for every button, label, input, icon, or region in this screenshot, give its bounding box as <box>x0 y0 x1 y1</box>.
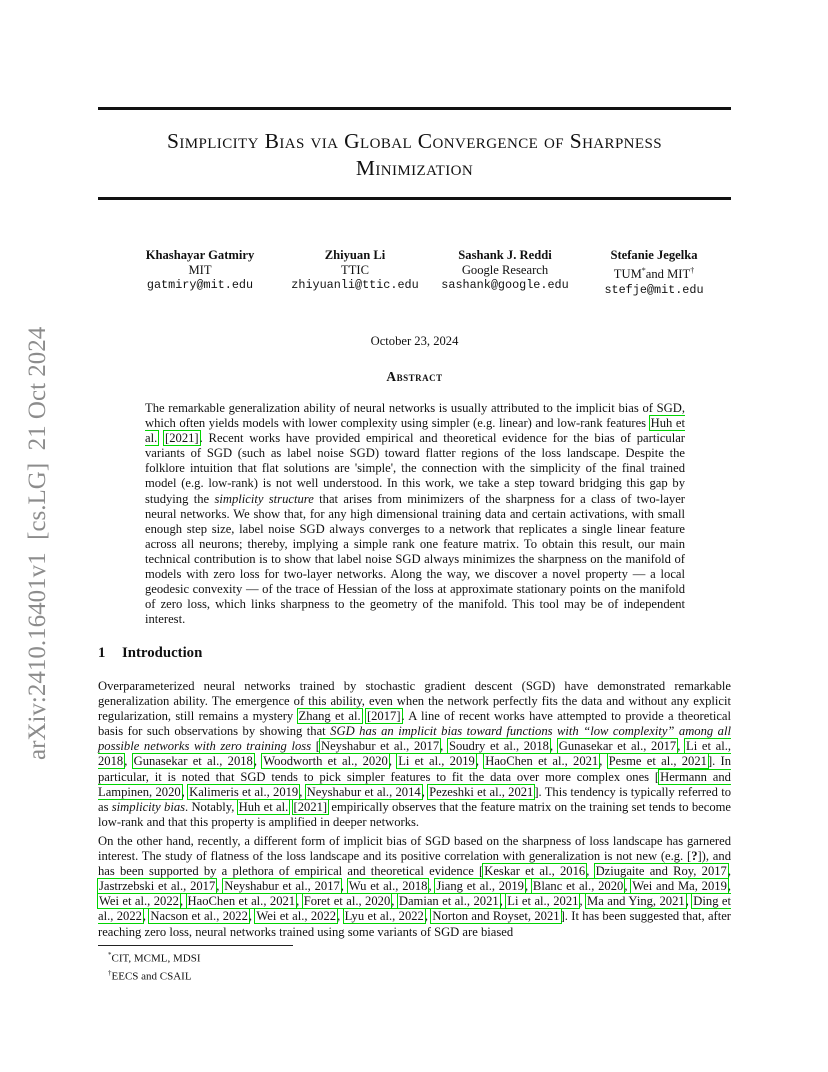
paper-title <box>98 128 731 182</box>
citation-link[interactable]: Pesme et al., 2021 <box>608 754 707 769</box>
emphasis-text: SGD has an implicit bias toward functions with “low complexity” among all possible networks with zero training loss <box>98 724 731 754</box>
citation-link[interactable]: Neyshabur et al., 2017 <box>224 879 340 894</box>
author-affiliation: TTIC <box>341 263 369 278</box>
footnote-marker[interactable]: * <box>641 266 646 276</box>
text-run: . Recent works have provided empirical and theoretical evidence for the bias of particular variants of SGD (such as label noise SGD) toward flatter regions of the loss landscape. Despite the folklore intuition that flat solutions are 'simple', the connection with the simplicity of the final trained model (e.g. low-rank) is not well understood. In this work, we take a step toward bridging this gap by studying the <box>145 431 685 506</box>
paper-title-line-1: Simplicity Bias via Global Convergence of Sharpness <box>167 129 662 153</box>
citation-link[interactable]: Jiang et al., 2019 <box>436 879 524 894</box>
citation-link[interactable]: Gunasekar et al., 2018 <box>133 754 253 769</box>
title-rule-bottom <box>98 197 731 200</box>
citation-link[interactable]: Blanc et al., 2020 <box>532 879 624 894</box>
citation-link[interactable]: Lyu et al., 2022 <box>344 909 424 924</box>
citation-link[interactable]: Li et al., 2018 <box>98 739 732 769</box>
citation-link[interactable]: Wei and Ma, 2019 <box>632 879 727 894</box>
author-email[interactable]: stefje@mit.edu <box>604 282 704 297</box>
citation-link[interactable]: [2021] <box>165 431 199 446</box>
citation-link[interactable]: Neyshabur et al., 2014 <box>306 784 421 799</box>
footnote-text: EECS and CSAIL <box>111 970 192 983</box>
author-block <box>98 248 731 304</box>
author-2 <box>270 248 440 294</box>
text-run: empirically observes that the feature matrix on the training set tends to become low-rank and that this property is amplified in deeper networks. <box>98 799 732 829</box>
citation-link[interactable]: HaoChen et al., 2021 <box>187 894 296 909</box>
citation-link[interactable]: Li et al., 2021 <box>507 894 579 909</box>
text-run: Overparameterized neural networks trained by stochastic gradient descent (SGD) have demonstrated remarkable generalization ability. The emergence of this ability, even when the network perfectly fits the data and without any explicit regularization, still remains a mystery <box>98 679 731 724</box>
intro-paragraph-1 <box>98 679 731 830</box>
text-run: The remarkable generalization ability of neural networks is usually attributed to the implicit bias of SGD, which often yields models with lower complexity using simpler (e.g. linear) and low-rank features <box>145 401 685 431</box>
footnote-marker[interactable]: † <box>690 266 695 276</box>
text-run: On the other hand, recently, a different form of implicit bias of SGD based on the sharpness of loss landscape has garnered interest. The study of flatness of the loss landscape and its positive correlation with generalization is not new (e.g. [ <box>98 834 731 864</box>
section-number: 1 <box>98 645 106 661</box>
citation-link[interactable]: Pezeshki et al., 2021 <box>429 784 534 799</box>
author-4 <box>569 248 739 298</box>
citation-link[interactable]: Foret et al., 2020 <box>303 894 391 909</box>
citation-link[interactable]: Huh et al. <box>145 416 685 446</box>
citation-link[interactable]: Woodworth et al., 2020 <box>263 754 388 769</box>
citation-link[interactable]: Jastrzebski et al., 2017 <box>99 879 216 894</box>
footnote-text: CIT, MCML, MDSI <box>111 952 201 965</box>
abstract-body <box>145 401 685 627</box>
text-run: ]. It has been suggested that, after reaching zero loss, neural networks trained using some variants of SGD are biased <box>98 909 732 939</box>
footnotes <box>108 948 201 984</box>
author-affiliation <box>569 263 739 282</box>
footnote-1 <box>108 948 201 966</box>
citation-link[interactable]: HaoChen et al., 2021 <box>485 754 599 769</box>
author-name: Zhiyuan Li <box>324 248 386 262</box>
author-name: Khashayar Gatmiry <box>145 248 255 262</box>
author-email[interactable]: sashank@google.edu <box>441 278 569 293</box>
citation-link[interactable]: [2017] <box>366 709 401 724</box>
unresolved-reference: ? <box>691 849 698 864</box>
paper-title-line-2: Minimization <box>355 156 474 180</box>
title-rule-top <box>98 107 731 110</box>
text-run: ]. This tendency is typically referred to as <box>98 784 732 814</box>
publication-date: October 23, 2024 <box>370 334 459 348</box>
citation-link[interactable]: Huh et al. <box>238 799 289 814</box>
author-name: Sashank J. Reddi <box>458 248 552 262</box>
citation-link[interactable]: Gunasekar et al., 2017 <box>558 739 677 754</box>
citation-link[interactable]: Wei et al., 2022 <box>256 909 337 924</box>
section-heading-introduction <box>98 645 731 662</box>
citation-link[interactable]: Zhang et al. <box>298 709 361 724</box>
citation-link[interactable]: Ma and Ying, 2021 <box>587 894 685 909</box>
text-run: . Notably, <box>185 799 238 814</box>
text-run: [ <box>311 739 320 754</box>
emphasis-text: simplicity structure <box>214 491 314 506</box>
author-name: Stefanie Jegelka <box>610 248 698 262</box>
citation-link[interactable]: Damian et al., 2021 <box>398 894 499 909</box>
abstract-heading: Abstract <box>386 369 443 384</box>
affiliation-part: TUM <box>613 267 642 282</box>
author-3 <box>420 248 590 294</box>
text-run: that arises from minimizers of the sharpness for a class of two-layer neural networks. We show that, for any high dimensional training data and certain activations, with small enough step size, label noise SGD always converges to a network that replicates a single linear feature across all neurons; thereby, implying a simple rank one feature matrix. To obtain this result, our main technical contribution is to show that label noise SGD always minimizes the sharpness on the manifold of models with zero loss for two-layer networks. Along the way, we discover a novel property — a local geodesic convexity — of the trace of Hessian of the loss at approximate stationary points on the manifold of zero loss, which links sharpness to the geometry of the manifold. This tool may be of independent interest. <box>145 491 685 627</box>
citation-link[interactable]: Soudry et al., 2018 <box>448 739 549 754</box>
arxiv-stamp-text: arXiv:2410.16401v1 [cs.LG] 21 Oct 2024 <box>24 326 51 760</box>
citation-link[interactable]: Hermann and Lampinen, 2020 <box>98 769 731 799</box>
citation-link[interactable]: Nacson et al., 2022 <box>150 909 248 924</box>
arxiv-identifier-stamp <box>23 300 49 760</box>
affiliation-part: and MIT <box>645 267 691 282</box>
footnote-mark: † <box>108 968 112 977</box>
citation-link[interactable]: Ding et al., 2022 <box>98 894 732 924</box>
author-affiliation: Google Research <box>461 263 549 278</box>
author-email[interactable]: zhiyuanli@ttic.edu <box>291 278 419 293</box>
text-run: ]. In particular, it is noted that SGD tends to pick simpler features to fit the data over more complex ones [ <box>98 754 732 784</box>
citation-link[interactable]: Li et al., 2019 <box>398 754 475 769</box>
citation-link[interactable]: [2021] <box>293 799 328 814</box>
text-run: ]), and has been supported by a plethora of empirical and theoretical evidence [ <box>98 849 731 879</box>
citation-group: Neyshabur et al., 2017, Soudry et al., 2018, Gunasekar et al., 2017, Li et al., 2018, Gunasekar et al., 2018, Woodworth et al., 2020, Li et al., 2019, HaoChen et al., 2021, Pesme et al., 2021 <box>98 739 732 769</box>
citation-group: Hermann and Lampinen, 2020, Kalimeris et al., 2019, Neyshabur et al., 2014, Pezeshki et al., 2021 <box>98 769 731 799</box>
author-affiliation: MIT <box>188 263 212 278</box>
author-1 <box>115 248 285 294</box>
citation-link[interactable]: Norton and Royset, 2021 <box>432 909 560 924</box>
footnote-mark: * <box>108 951 112 959</box>
citation-link[interactable]: Keskar et al., 2016 <box>484 864 586 879</box>
citation-link[interactable]: Wei et al., 2022 <box>99 894 179 909</box>
section-title: Introduction <box>122 645 203 661</box>
emphasis-text: simplicity bias <box>111 799 186 814</box>
intro-paragraph-2 <box>98 834 731 940</box>
author-email[interactable]: gatmiry@mit.edu <box>146 278 254 293</box>
citation-group: Keskar et al., 2016, Dziugaite and Roy, 2017, Jastrzebski et al., 2017, Neyshabur et al., 2017, Wu et al., 2018, Jiang et al., 2019, Blanc et al., 2020, Wei and Ma, 2019, Wei et al., 2022, HaoChen et al., 2021, Foret et al., 2020, Damian et al., 2021, Li et al., 2021, Ma and Ying, 2021, Ding et al., 2022, Nacson et al., 2022, Wei et al., 2022, Lyu et al., 2022, Norton and Royset, 2021 <box>98 864 732 924</box>
citation-link[interactable]: Kalimeris et al., 2019 <box>189 784 299 799</box>
footnote-2 <box>108 966 201 984</box>
citation-link[interactable]: Wu et al., 2018 <box>348 879 428 894</box>
footnote-rule <box>98 945 293 946</box>
citation-link[interactable]: Neyshabur et al., 2017 <box>320 739 440 754</box>
citation-link[interactable]: Dziugaite and Roy, 2017 <box>595 864 727 879</box>
text-run: . A line of recent works have attempted to provide a theoretical basis for such observations by showing that <box>98 709 732 739</box>
